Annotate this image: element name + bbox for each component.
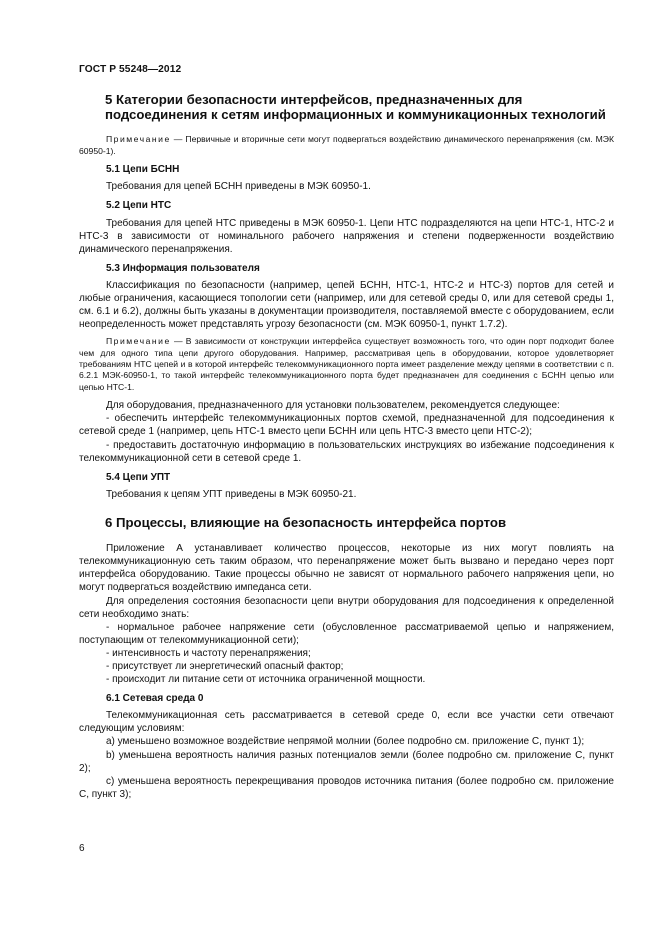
page-content <box>79 92 614 801</box>
section-6-title: 6 Процессы, влияющие на безопасность интерфейса портов <box>105 514 507 530</box>
section-6-item2: - интенсивность и частоту перенапряжения; <box>106 647 311 659</box>
note-text: — Первичные и вторичные сети могут подвергаться воздействию динамического перенапряжения (см. МЭК 60950-1). <box>79 134 614 156</box>
subsection-6-1-text: Телекоммуникационная сеть рассматривается в сетевой среде 0, если все участки сети отвечают следующим условиям: <box>79 710 614 735</box>
subsection-5-1-title: 5.1 Цепи БСНН <box>106 164 180 176</box>
page-number: 6 <box>79 843 85 854</box>
subsection-5-3-text: Классификация по безопасности (например, цепей БСНН, НТС-1, НТС-2 и НТС-3) портов для сетей и любые ограничения, касающиеся топологии сети (например, или для сетевой среды 0, или для сетевой среды 1, см. 6.1 и 6.2), должны быть указаны в документации производителя, поставляемой вместе с оборудованием, если неопределенность может представлять угрозу безопасности (см. МЭК 60950-1, пункт 1.7.2). <box>79 279 614 331</box>
section-6-item4: - происходит ли питание сети от источника ограниченной мощности. <box>106 674 426 686</box>
section-6-para1: Приложение А устанавливает количество процессов, некоторые из них могут повлиять на телекоммуникационную сеть таким образом, что перенапряжение может быть вызвано и передано через порт интерфейса оборудованию. Такие процессы обычно не зависят от нормального рабочего напряжения цепи, но могут подвергаться воздействию импеданса сети. <box>79 543 614 594</box>
subsection-6-1-item-b: b) уменьшена вероятность наличия разных потенциалов земли (более подробно см. приложение С, пункт 2); <box>79 749 614 774</box>
subsection-6-1-title: 6.1 Сетевая среда 0 <box>106 693 204 705</box>
subsection-5-1-text: Требования для цепей БСНН приведены в МЭК 60950-1. <box>106 181 371 193</box>
subsection-5-4-text: Требования к цепям УПТ приведены в МЭК 60950-21. <box>106 488 357 500</box>
subsection-6-1-item-c: с) уменьшена вероятность перекрещивания проводов источника питания (более подробно см. приложение С, пункт 3); <box>79 775 614 800</box>
subsection-5-2-title: 5.2 Цепи НТС <box>106 200 172 212</box>
section-6-item1: - нормальное рабочее напряжение сети (обусловленное рассматриваемой цепью и напряжением, поступающим от телекоммуникационной сети); <box>79 621 614 646</box>
document-header: ГОСТ Р 55248—2012 <box>79 64 182 75</box>
subsection-5-3-item2: - предоставить достаточную информацию в пользовательских инструкциях во избежание подсоединения к телекоммуникационной сети в сетевой среде 1. <box>79 439 614 464</box>
subsection-5-2-text: Требования для цепей НТС приведены в МЭК 60950-1. Цепи НТС подразделяются на цепи НТС-1, НТС-2 и НТС-3 в зависимости от номинального рабочего напряжения и степени подверженности воздействию динамического перенапряжения. <box>79 217 614 255</box>
subsection-5-3-title: 5.3 Информация пользователя <box>106 262 260 274</box>
section-5-note <box>79 134 614 157</box>
note-label: Примечание <box>106 336 171 347</box>
subsection-5-3-item1: - обеспечить интерфейс телекоммуникационных портов схемой, предназначенной для подсоединения к сетевой среде 1 (например, цепь НТС-1 вместо цепи БСНН или цепь НТС-3 вместо цепи НТС-2); <box>79 413 614 438</box>
subsection-6-1-item-a: а) уменьшено возможное воздействие непрямой молнии (более подробно см. приложение С, пункт 1); <box>106 736 585 748</box>
subsection-5-3-para2: Для оборудования, предназначенного для установки пользователем, рекомендуется следующее: <box>106 400 560 412</box>
note-text: — В зависимости от конструкции интерфейса существует возможность того, что один порт подходит более чем для одного типа цепи другого оборудования. Например, рассматривая цепь в оборудовании, которое удовлетворяет требованиям НТС цепей и в которой интерфейс телекоммуникационного порта имеет разделение между цепями в соответствии с п. 6.2.1 МЭК-60950-1, то такой интерфейс телекоммуникационного порта будет предназначен для соединения с БСНН цепью или цепью НТС-1. <box>79 336 614 392</box>
section-6-item3: - присутствует ли энергетический опасный фактор; <box>106 660 344 672</box>
subsection-5-4-title: 5.4 Цепи УПТ <box>106 471 171 483</box>
section-6-para2: Для определения состояния безопасности цепи внутри оборудования для подсоединения к определенной сети необходимо знать: <box>79 595 614 620</box>
note-label: Примечание <box>106 134 171 145</box>
section-5-title: 5 Категории безопасности интерфейсов, предназначенных для подсоединения к сетям информационных и коммуникационных технологий <box>105 92 606 123</box>
subsection-5-3-note <box>79 336 614 393</box>
